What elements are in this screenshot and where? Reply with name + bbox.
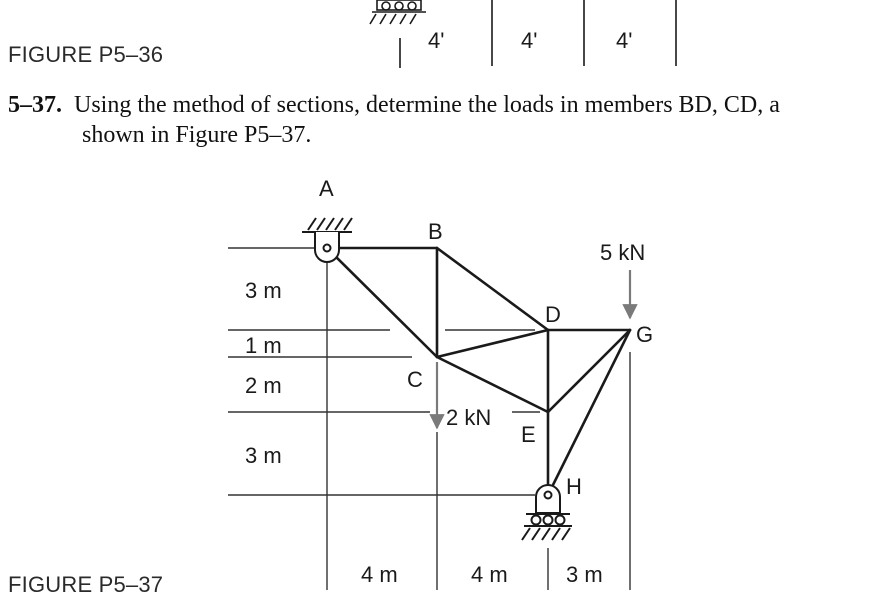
figure-p5-37-caption: FIGURE P5–37 <box>8 572 164 597</box>
figure-p5-36-caption: FIGURE P5–36 <box>8 42 164 67</box>
top-roller-support-icon <box>370 0 426 24</box>
dim-label-4m-left: 4 m <box>361 562 398 587</box>
dim-label-2m: 2 m <box>245 373 282 398</box>
truss-members <box>327 248 630 495</box>
member-cd <box>437 330 548 357</box>
dim-label-3m-top: 3 m <box>245 278 282 303</box>
roller-support-h-icon <box>522 485 572 540</box>
member-bd <box>437 248 548 330</box>
pin-support-a-icon <box>302 218 352 262</box>
joint-label-c: C <box>407 367 423 392</box>
joint-label-g: G <box>636 322 654 347</box>
top-dim-label: 4' <box>521 28 538 53</box>
dim-label-1m: 1 m <box>245 333 282 358</box>
member-ce <box>437 357 548 412</box>
problem-number: 5–37. <box>8 92 62 118</box>
joint-label-e: E <box>521 422 536 447</box>
extension-lines <box>228 248 630 590</box>
joint-label-a: A <box>319 176 334 201</box>
dim-label-4m-right: 4 m <box>471 562 508 587</box>
joint-label-h: H <box>566 474 582 499</box>
dim-label-3m-bottom: 3 m <box>245 443 282 468</box>
joint-label-b: B <box>428 219 443 244</box>
load-label-5kn: 5 kN <box>600 240 646 265</box>
member-eg <box>548 330 630 412</box>
member-gh <box>548 330 630 495</box>
load-label-2kn: 2 kN <box>446 405 492 430</box>
joint-label-d: D <box>545 302 561 327</box>
top-dim-label: 4' <box>428 28 445 53</box>
dim-label-3m: 3 m <box>566 562 603 587</box>
problem-text-line1: Using the method of sections, determine the loads in members BD, CD, a <box>74 92 780 118</box>
member-ac <box>327 248 437 357</box>
top-dim-label: 4' <box>616 28 633 53</box>
problem-text-line2: shown in Figure P5–37. <box>82 122 312 148</box>
